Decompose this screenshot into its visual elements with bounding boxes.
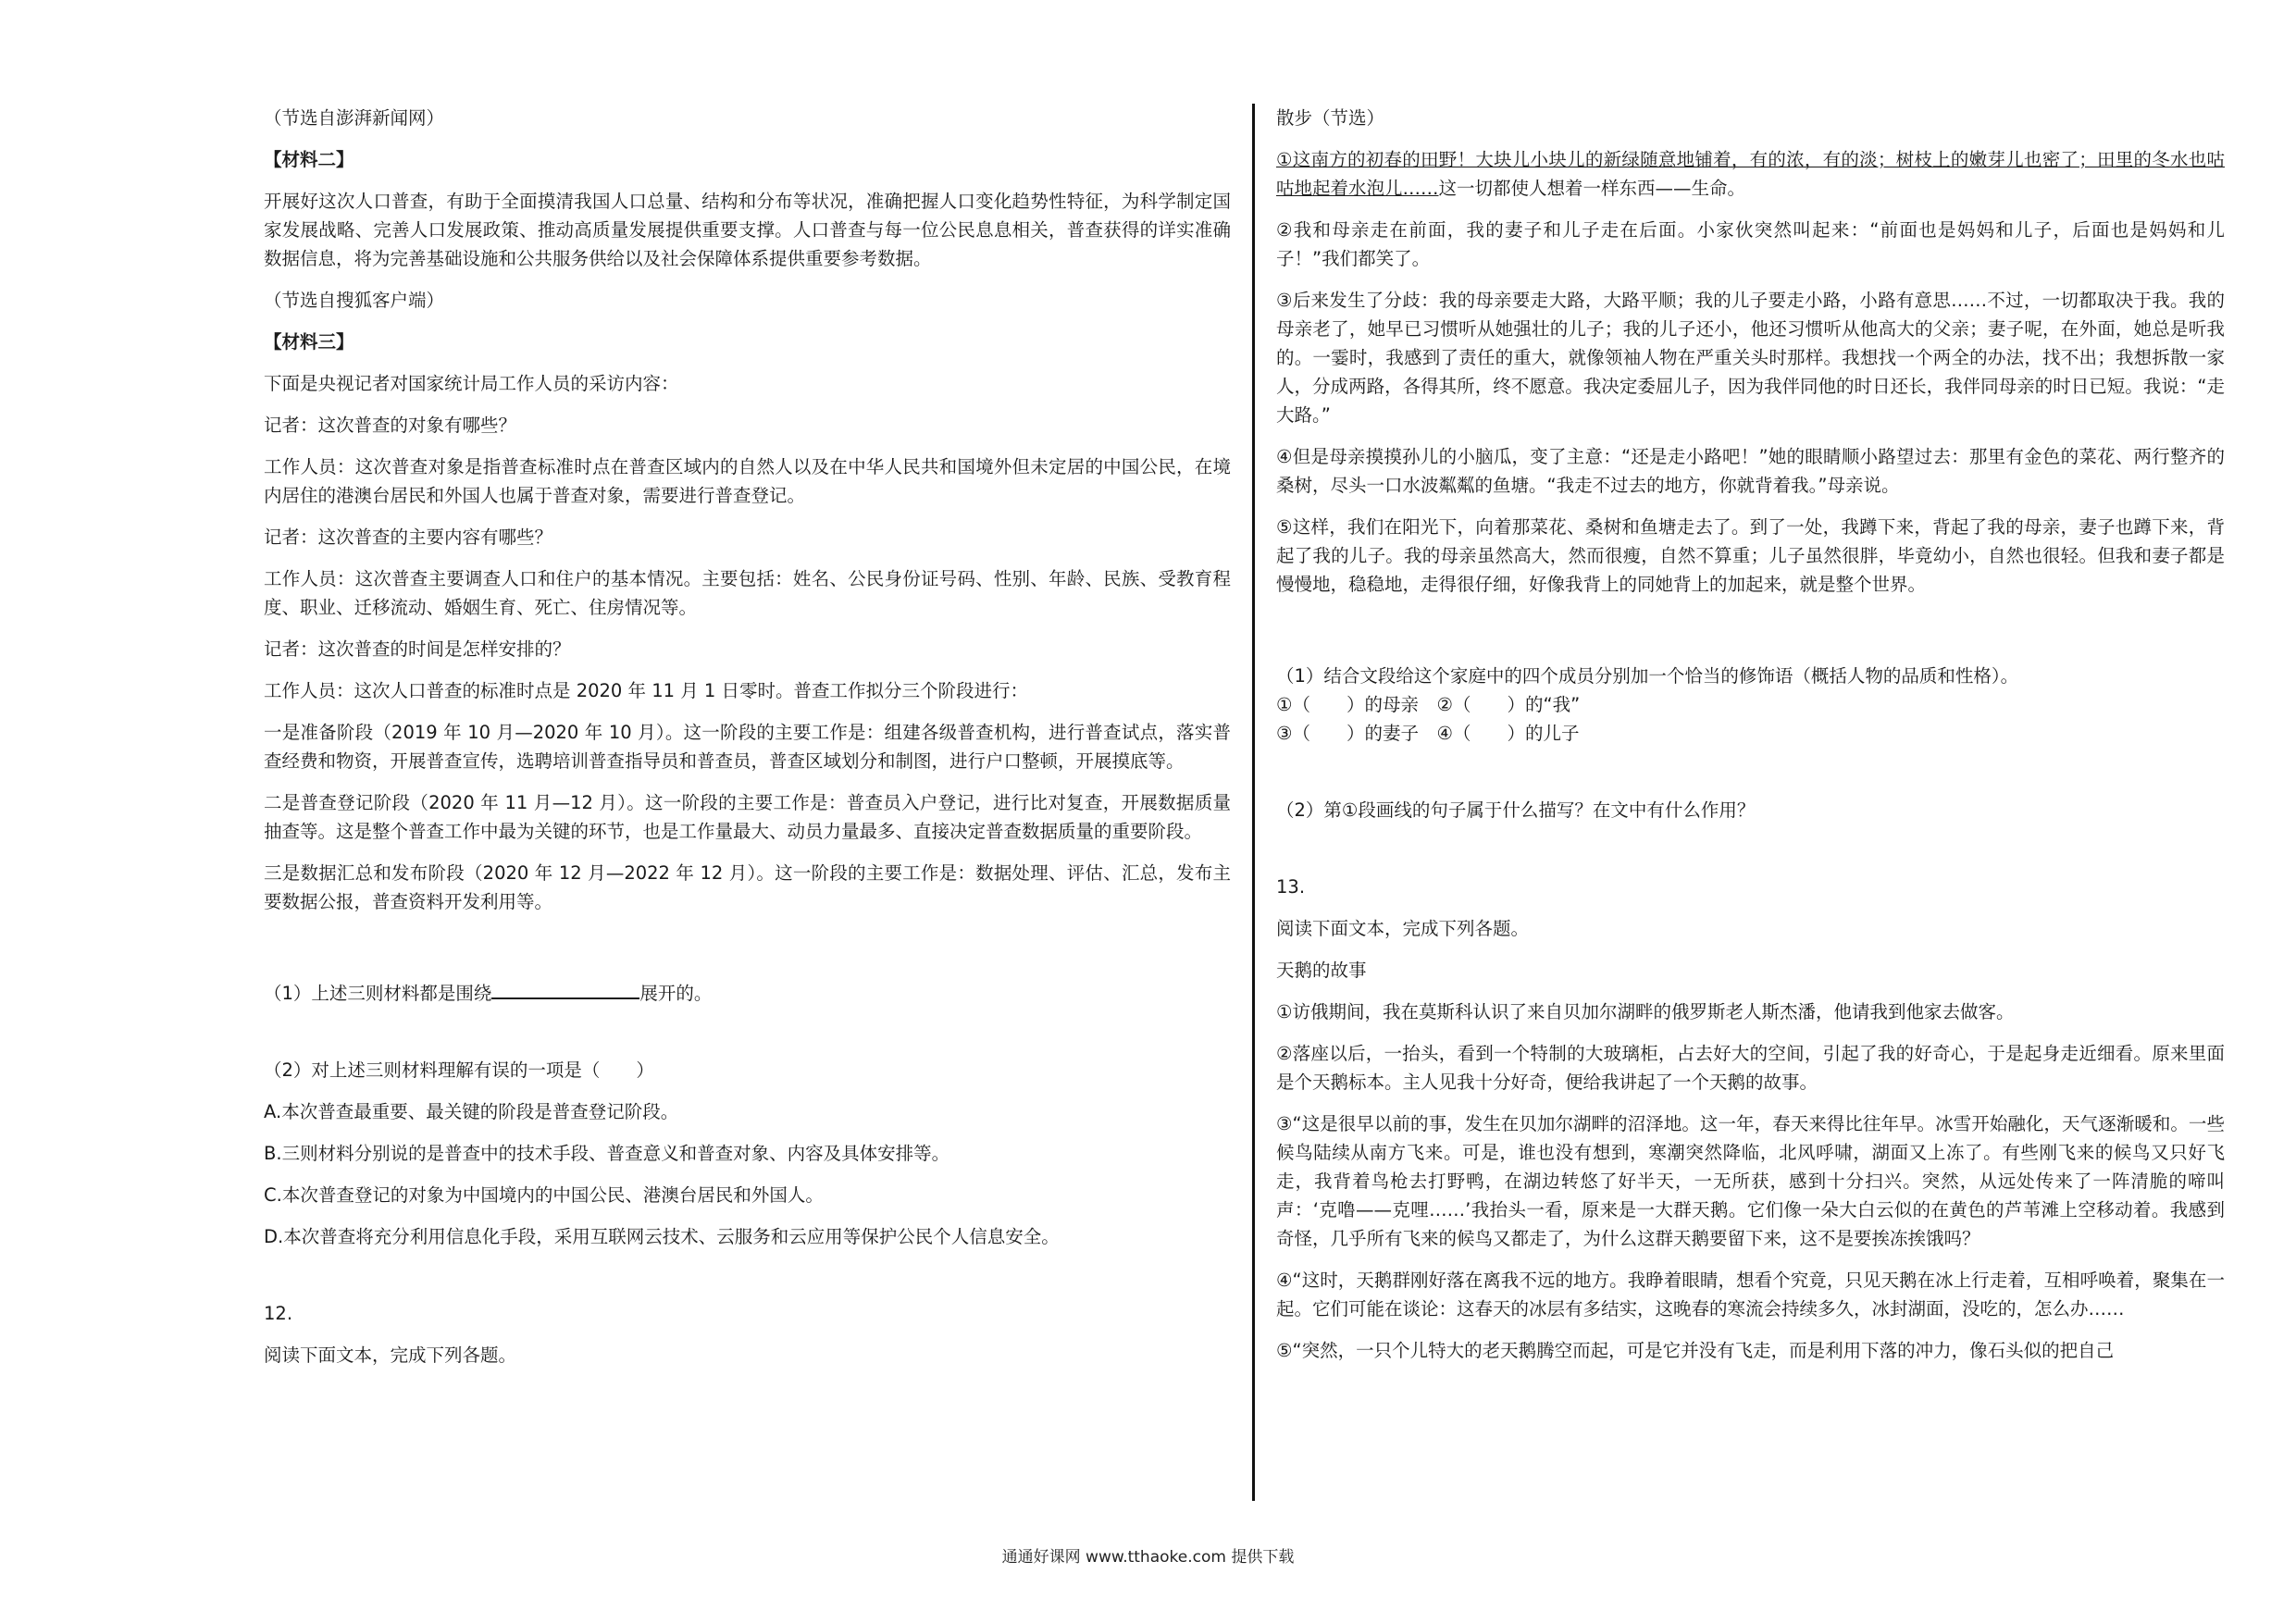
column-divider <box>1252 104 1255 1501</box>
interview-answer-1: 工作人员：这次普查对象是指普查标准时点在普查区域内的自然人以及在中华人民共和国境外但未定居的中国公民，在境内居住的港澳台居民和外国人也属于普查对象，需要进行普查登记。 <box>264 456 1231 506</box>
story-paragraph-2: ②落座以后，一抬头，看到一个特制的大玻璃柜，占去好大的空间，引起了我的好奇心，于是起身走近细看。原来里面是个天鹅标本。主人见我十分好奇，便给我讲起了一个天鹅的故事。 <box>1276 1043 2225 1093</box>
essay-question-1: （1）结合文段给这个家庭中的四个成员分别加一个恰当的修饰语（概括人物的品质和性格）。 <box>1276 665 2019 687</box>
essay-paragraph-2: ②我和母亲走在前面，我的妻子和儿子走在后面。小家伙突然叫起来：“前面也是妈妈和儿子，后面也是妈妈和儿子！”我们都笑了。 <box>1276 219 2225 269</box>
instruction-13: 阅读下面文本，完成下列各题。 <box>1276 918 1530 939</box>
option-d: D.本次普查将充分利用信息化手段，采用互联网云技术、云服务和云应用等保护公民个人信息安全。 <box>264 1226 1060 1247</box>
right-column <box>1276 104 2225 1365</box>
story-paragraph-5: ⑤“突然，一只个儿特大的老天鹅腾空而起，可是它并没有飞走，而是利用下落的冲力，像石头似的把自己 <box>1276 1340 2115 1361</box>
paragraph-1-tail: 这一切都使人想着一样东西——生命。 <box>1438 178 1746 199</box>
essay-paragraph-4: ④但是母亲摸摸孙儿的小脑瓜，变了主意：“还是走小路吧！”她的眼睛顺小路望过去：那里有金色的菜花、两行整齐的桑树，尽头一口水波粼粼的鱼塘。“我走不过去的地方，你就背着我。”母亲说。 <box>1276 446 2225 496</box>
essay-paragraph-1 <box>1276 145 2225 203</box>
source-note-1: （节选自澎湃新闻网） <box>264 107 445 129</box>
essay-question-1-line-2: ③（ ）的妻子 ④（ ）的儿子 <box>1276 723 1580 744</box>
question-2: （2）对上述三则材料理解有误的一项是（ ） <box>264 1059 654 1081</box>
stage-one: 一是准备阶段（2019 年 10 月—2020 年 10 月）。这一阶段的主要工作是：组建各级普查机构，进行普查试点，落实普查经费和物资，开展普查宣传，选聘培训普查指导员和普查员，普查区域划分和制图，进行户口整顿，开展摸底等。 <box>264 722 1231 772</box>
essay-title: 散步（节选） <box>1276 107 1385 129</box>
question-1-suffix: 展开的。 <box>639 983 713 1004</box>
interview-question-3: 记者：这次普查的时间是怎样安排的？ <box>264 638 571 660</box>
question-number-12: 12. <box>264 1303 293 1324</box>
interview-answer-2: 工作人员：这次普查主要调查人口和住户的基本情况。主要包括：姓名、公民身份证号码、性别、年龄、民族、受教育程度、职业、迁移流动、婚姻生育、死亡、住房情况等。 <box>264 568 1231 618</box>
page-footer: 通通好课网 www.tthaoke.com 提供下载 <box>1001 1548 1295 1567</box>
essay-paragraph-5: ⑤这样，我们在阳光下，向着那菜花、桑树和鱼塘走去了。到了一处，我蹲下来，背起了我的母亲，妻子也蹲下来，背起了我的儿子。我的母亲虽然高大，然而很瘦，自然不算重；儿子虽然很胖，毕竟幼小，自然也很轻。但我和妻子都是慢慢地，稳稳地，走得很仔细，好像我背上的同她背上的加起来，就是整个世界。 <box>1276 516 2225 595</box>
interview-answer-3: 工作人员：这次人口普查的标准时点是 2020 年 11 月 1 日零时。普查工作拟分三个阶段进行： <box>264 680 1029 701</box>
essay-question-1-line-1: ①（ ）的母亲 ②（ ）的“我” <box>1276 694 1581 715</box>
story-paragraph-1: ①访俄期间，我在莫斯科认识了来自贝加尔湖畔的俄罗斯老人斯杰潘，他请我到他家去做客。 <box>1276 1001 2015 1022</box>
question-1-prefix: （1）上述三则材料都是围绕 <box>264 983 492 1004</box>
stage-two: 二是普查登记阶段（2020 年 11 月—12 月）。这一阶段的主要工作是：普查员入户登记，进行比对复查，开展数据质量抽查等。这是整个普查工作中最为关键的环节，也是工作量最大、动员力量最多、直接决定普查数据质量的重要阶段。 <box>264 792 1231 842</box>
story-paragraph-3: ③“这是很早以前的事，发生在贝加尔湖畔的沼泽地。这一年，春天来得比往年早。冰雪开始融化，天气逐渐暖和。一些候鸟陆续从南方飞来。可是，谁也没有想到，寒潮突然降临，北风呼啸，湖面又上冻了。有些刚飞来的候鸟又只好飞走，我背着鸟枪去打野鸭，在湖边转悠了好半天，一无所获，感到十分扫兴。突然，从远处传来了一阵清脆的啼叫声：‘克噜——克哩……’我抬头一看，原来是一大群天鹅。它们像一朵大白云似的在黄色的芦苇滩上空移动着。我感到奇怪，几乎所有飞来的候鸟又都走了，为什么这群天鹅要留下来，这不是要挨冻挨饿吗？ <box>1276 1113 2225 1249</box>
underlined-sentence: ①这南方的初春的田野！大块儿小块儿的新绿随意地铺着，有的浓，有的淡；树枝上的嫩芽儿也密了；田里的冬水也咕咕地起着水泡儿…… <box>1276 149 2225 199</box>
material-three-heading: 【材料三】 <box>264 331 354 353</box>
material-two-text: 开展好这次人口普查，有助于全面摸清我国人口总量、结构和分布等状况，准确把握人口变化趋势性特征，为科学制定国家发展战略、完善人口发展政策、推动高质量发展提供重要支撑。人口普查与每一位公民息息相关，普查获得的详实准确数据信息，将为完善基础设施和公共服务供给以及社会保障体系提供重要参考数据。 <box>264 191 1231 269</box>
essay-paragraph-3: ③后来发生了分歧：我的母亲要走大路，大路平顺；我的儿子要走小路，小路有意思……不过，一切都取决于我。我的母亲老了，她早已习惯听从她强壮的儿子；我的儿子还小，他还习惯听从他高大的父亲；妻子呢，在外面，她总是听我的。一霎时，我感到了责任的重大，就像领袖人物在严重关头时那样。我想找一个两全的办法，找不出；我想拆散一家人，分成两路，各得其所，终不愿意。我决定委屈儿子，因为我伴同他的时日还长，我伴同母亲的时日已短。我说：“走大路。” <box>1276 290 2225 426</box>
story-title: 天鹅的故事 <box>1276 960 1367 981</box>
instruction-12: 阅读下面文本，完成下列各题。 <box>264 1344 517 1366</box>
material-two-heading: 【材料二】 <box>264 149 354 170</box>
interview-intro: 下面是央视记者对国家统计局工作人员的采访内容： <box>264 373 679 394</box>
option-a: A.本次普查最重要、最关键的阶段是普查登记阶段。 <box>264 1101 679 1122</box>
left-column <box>264 104 1231 1369</box>
option-c: C.本次普查登记的对象为中国境内的中国公民、港澳台居民和外国人。 <box>264 1184 824 1206</box>
story-paragraph-4: ④“这时，天鹅群刚好落在离我不远的地方。我睁着眼睛，想看个究竟，只见天鹅在冰上行走着，互相呼唤着，聚集在一起。它们可能在谈论：这春天的冰层有多结实，这晚春的寒流会持续多久，冰封湖面，没吃的，怎么办…… <box>1276 1270 2225 1319</box>
source-note-2: （节选自搜狐客户端） <box>264 290 445 311</box>
answer-blank[interactable] <box>491 981 639 999</box>
essay-question-2: （2）第①段画线的句子属于什么描写？在文中有什么作用？ <box>1276 799 1756 821</box>
stage-three: 三是数据汇总和发布阶段（2020 年 12 月—2022 年 12 月）。这一阶段的主要工作是：数据处理、评估、汇总，发布主要数据公报，普查资料开发利用等。 <box>264 862 1231 912</box>
question-1 <box>264 979 1231 1008</box>
option-b: B.三则材料分别说的是普查中的技术手段、普查意义和普查对象、内容及具体安排等。 <box>264 1143 950 1164</box>
interview-question-2: 记者：这次普查的主要内容有哪些？ <box>264 527 553 548</box>
question-number-13: 13. <box>1276 876 1306 898</box>
interview-question-1: 记者：这次普查的对象有哪些？ <box>264 415 517 436</box>
